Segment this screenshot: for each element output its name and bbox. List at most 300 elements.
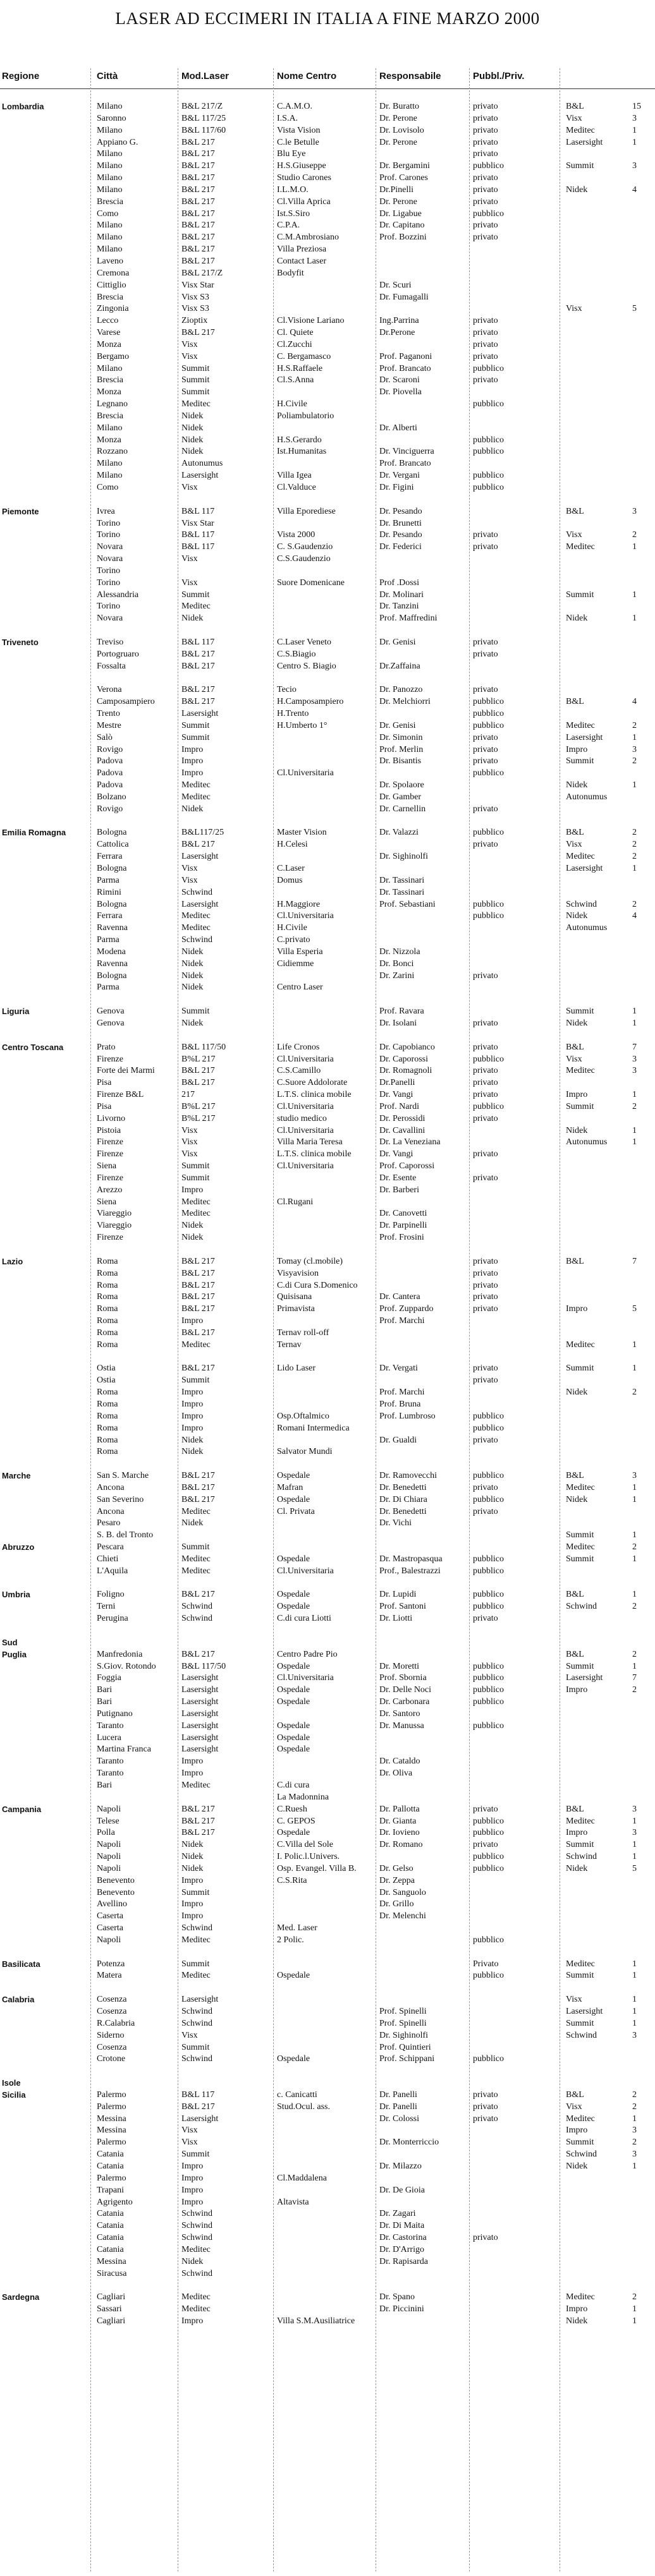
cell-mod-laser: Meditec bbox=[181, 1506, 211, 1516]
cell-mod-laser: Impro bbox=[181, 1411, 204, 1421]
cell-pubbl-priv: privato bbox=[473, 149, 498, 159]
cell-pubbl-priv: pubblico bbox=[473, 483, 504, 492]
table-row bbox=[0, 2161, 655, 2173]
cell-responsabile: Dr. Cataldo bbox=[379, 1757, 420, 1767]
cell-summary-model: Summit bbox=[566, 1840, 594, 1850]
cell-summary-count: 1 bbox=[632, 864, 637, 873]
table-row bbox=[0, 673, 655, 685]
cell-summary-model: Visx bbox=[566, 2101, 582, 2112]
cell-nome-centro: C.A.M.O. bbox=[277, 102, 313, 111]
cell-nome-centro: Cl.Universitaria bbox=[277, 1125, 334, 1135]
cell-citta: Palermo bbox=[97, 2173, 126, 2183]
cell-mod-laser: Lasersight bbox=[181, 852, 219, 862]
cell-nome-centro: Tecio bbox=[277, 685, 297, 695]
cell-nome-centro: C.Villa del Sole bbox=[277, 1840, 333, 1850]
cell-responsabile: Dr. Genisi bbox=[379, 720, 416, 730]
table-row bbox=[0, 423, 655, 435]
cell-summary-model: Summit bbox=[566, 2018, 594, 2028]
cell-mod-laser: Meditec bbox=[181, 2244, 211, 2254]
table-row bbox=[0, 1518, 655, 1530]
cell-pubbl-priv: privato bbox=[473, 2113, 498, 2124]
table-row bbox=[0, 1696, 655, 1708]
cell-summary-count: 5 bbox=[632, 304, 637, 314]
cell-summary-count: 1 bbox=[632, 137, 637, 147]
cell-citta: Ostia bbox=[97, 1364, 116, 1374]
cell-citta: Milano bbox=[97, 221, 123, 231]
cell-citta: Telese bbox=[97, 1816, 119, 1826]
cell-responsabile: Dr. Zeppa bbox=[379, 1875, 415, 1885]
table-row bbox=[0, 1101, 655, 1113]
cell-responsabile: Prof. Sbornia bbox=[379, 1673, 427, 1683]
cell-pubbl-priv: privato bbox=[473, 1280, 498, 1290]
cell-pubbl-priv: pubblico bbox=[473, 1471, 504, 1481]
table-row bbox=[0, 1125, 655, 1137]
cell-mod-laser: Schwind bbox=[181, 2268, 212, 2278]
cell-regione: Lombardia bbox=[2, 102, 44, 111]
table-row bbox=[0, 1411, 655, 1423]
cell-mod-laser: Lasersight bbox=[181, 709, 219, 719]
cell-summary-count: 4 bbox=[632, 911, 637, 921]
table-row bbox=[0, 1375, 655, 1387]
cell-citta: Manfredonia bbox=[97, 1649, 143, 1659]
cell-regione: Isole bbox=[2, 2078, 21, 2088]
table-row bbox=[0, 732, 655, 744]
cell-mod-laser: Meditec bbox=[181, 1935, 211, 1945]
cell-citta: Chieti bbox=[97, 1554, 119, 1564]
cell-mod-laser: Meditec bbox=[181, 780, 211, 790]
cell-summary-model: Summit bbox=[566, 756, 594, 766]
cell-citta: Torino bbox=[97, 577, 121, 588]
cell-mod-laser: B%L 217 bbox=[181, 1113, 216, 1123]
cell-summary-model: Meditec bbox=[566, 1816, 595, 1826]
cell-pubbl-priv: privato bbox=[473, 649, 498, 659]
cell-nome-centro: Contact Laser bbox=[277, 256, 327, 266]
cell-responsabile: Dr. Grillo bbox=[379, 1899, 414, 1909]
cell-summary-count: 1 bbox=[632, 1852, 637, 1862]
cell-mod-laser: Nidek bbox=[181, 1233, 204, 1243]
cell-pubbl-priv: pubblico bbox=[473, 209, 504, 219]
cell-responsabile: Dr. Pesando bbox=[379, 506, 422, 516]
cell-citta: Palermo bbox=[97, 2138, 126, 2148]
cell-mod-laser: Lasersight bbox=[181, 899, 219, 909]
cell-summary-model: Nidek bbox=[566, 780, 588, 790]
cell-responsabile: Dr. Perone bbox=[379, 197, 417, 207]
cell-summary-count: 2 bbox=[632, 840, 637, 850]
cell-mod-laser: B&L 217 bbox=[181, 697, 215, 707]
table-row bbox=[0, 1613, 655, 1625]
cell-nome-centro: Cl.Universitaria bbox=[277, 911, 334, 921]
cell-responsabile: Dr. Genisi bbox=[379, 637, 416, 647]
table-row bbox=[0, 1994, 655, 2006]
page-title: LASER AD ECCIMERI IN ITALIA A FINE MARZO 2000 bbox=[115, 9, 540, 28]
cell-pubbl-priv: privato bbox=[473, 375, 498, 385]
table-row bbox=[0, 2173, 655, 2185]
cell-responsabile: Dr. De Gioia bbox=[379, 2185, 425, 2195]
cell-summary-model: Visx bbox=[566, 304, 582, 314]
cell-regione: Sicilia bbox=[2, 2089, 26, 2100]
cell-mod-laser: Nidek bbox=[181, 971, 204, 981]
table-row bbox=[0, 375, 655, 387]
table-row bbox=[0, 315, 655, 327]
table-row bbox=[0, 518, 655, 530]
table-row bbox=[0, 922, 655, 934]
cell-responsabile: Dr.Panelli bbox=[379, 1078, 415, 1088]
cell-nome-centro: C.di cura bbox=[277, 1780, 310, 1790]
cell-citta: Polla bbox=[97, 1828, 115, 1838]
table-row bbox=[0, 684, 655, 696]
table-row bbox=[0, 1578, 655, 1590]
cell-citta: Ancona bbox=[97, 1506, 125, 1516]
cell-mod-laser: B&L 217 bbox=[181, 1078, 215, 1088]
cell-citta: Taranto bbox=[97, 1720, 124, 1731]
cell-mod-laser: B&L 117 bbox=[181, 530, 215, 540]
cell-citta: Torino bbox=[97, 565, 121, 576]
cell-mod-laser: Summit bbox=[181, 2150, 210, 2160]
cell-responsabile: Dr.Pinelli bbox=[379, 184, 414, 195]
cell-pubbl-priv: privato bbox=[473, 1482, 498, 1492]
cell-summary-count: 1 bbox=[632, 1007, 637, 1017]
cell-responsabile: Dr. Barberi bbox=[379, 1185, 419, 1195]
cell-mod-laser: B&L 117/50 bbox=[181, 1042, 226, 1052]
cell-citta: Catania bbox=[97, 2244, 124, 2254]
cell-summary-count: 1 bbox=[632, 1661, 637, 1671]
table-row bbox=[0, 1542, 655, 1554]
cell-citta: Fossalta bbox=[97, 661, 126, 671]
cell-nome-centro: Ospedale bbox=[277, 1697, 310, 1707]
table-row bbox=[0, 1173, 655, 1185]
cell-summary-model: Nidek bbox=[566, 2316, 588, 2326]
cell-mod-laser: Summit bbox=[181, 1542, 210, 1552]
cell-summary-model: B&L bbox=[566, 1649, 584, 1659]
table-row bbox=[0, 1589, 655, 1601]
header-pubbl-priv: Pubbl./Priv. bbox=[473, 71, 525, 82]
cell-mod-laser: B&L 117 bbox=[181, 2089, 215, 2100]
cell-nome-centro: Romani Intermedica bbox=[277, 1423, 350, 1433]
cell-summary-model: Impro bbox=[566, 2304, 588, 2314]
cell-mod-laser: B&L 217 bbox=[181, 1816, 215, 1826]
cell-citta: Napoli bbox=[97, 1863, 121, 1873]
cell-nome-centro: Studio Carones bbox=[277, 173, 331, 183]
cell-responsabile: Prof. Frosini bbox=[379, 1233, 424, 1243]
cell-summary-model: Summit bbox=[566, 1971, 594, 1981]
cell-pubbl-priv: privato bbox=[473, 1268, 498, 1278]
cell-responsabile: Prof. Sebastiani bbox=[379, 899, 436, 909]
cell-nome-centro: Ospedale bbox=[277, 1471, 310, 1481]
cell-summary-count: 5 bbox=[632, 1304, 637, 1314]
table-row bbox=[0, 565, 655, 577]
cell-citta: Prato bbox=[97, 1042, 116, 1052]
cell-citta: Cosenza bbox=[97, 2007, 127, 2016]
cell-mod-laser: Visx bbox=[181, 351, 198, 361]
cell-citta: Arezzo bbox=[97, 1185, 123, 1195]
cell-citta: Appiano G. bbox=[97, 137, 138, 147]
cell-summary-count: 3 bbox=[632, 1828, 637, 1838]
cell-mod-laser: Visx bbox=[181, 554, 198, 564]
cell-summary-count: 3 bbox=[632, 506, 637, 516]
cell-citta: Rovigo bbox=[97, 804, 123, 814]
cell-nome-centro: Tomay (cl.mobile) bbox=[277, 1256, 343, 1266]
cell-pubbl-priv: privato bbox=[473, 233, 498, 243]
table-row bbox=[0, 1220, 655, 1232]
cell-pubbl-priv: pubblico bbox=[473, 899, 504, 909]
cell-mod-laser: B&L 217 bbox=[181, 1649, 215, 1659]
cell-summary-count: 1 bbox=[632, 590, 637, 600]
cell-summary-model: Nidek bbox=[566, 1125, 588, 1135]
cell-nome-centro: Villa Igea bbox=[277, 471, 312, 481]
table-row bbox=[0, 1232, 655, 1244]
table-row bbox=[0, 1185, 655, 1197]
cell-responsabile: Dr. Scaroni bbox=[379, 375, 420, 385]
cell-summary-model: Schwind bbox=[566, 2030, 597, 2040]
cell-summary-model: Autonumus bbox=[566, 923, 608, 933]
cell-mod-laser: Nidek bbox=[181, 1840, 204, 1850]
table-row bbox=[0, 792, 655, 804]
table-row bbox=[0, 2077, 655, 2089]
table-row bbox=[0, 661, 655, 673]
cell-mod-laser: Summit bbox=[181, 720, 210, 730]
cell-summary-model: Schwind bbox=[566, 1602, 597, 1612]
cell-nome-centro: Ternav roll-off bbox=[277, 1327, 329, 1338]
cell-citta: Camposampiero bbox=[97, 697, 155, 707]
cell-citta: Padova bbox=[97, 768, 123, 778]
cell-citta: S.Giov. Rotondo bbox=[97, 1661, 156, 1671]
cell-pubbl-priv: privato bbox=[473, 1292, 498, 1302]
cell-mod-laser: B&L 217 bbox=[181, 1482, 215, 1492]
table-row bbox=[0, 720, 655, 732]
cell-summary-count: 3 bbox=[632, 2030, 637, 2040]
cell-summary-count: 1 bbox=[632, 1971, 637, 1981]
cell-responsabile: Prof .Dossi bbox=[379, 577, 420, 588]
cell-mod-laser: Meditec bbox=[181, 1197, 211, 1207]
cell-responsabile: Dr. Gelso bbox=[379, 1863, 413, 1873]
cell-mod-laser: Visx Star bbox=[181, 518, 214, 528]
table-row bbox=[0, 1197, 655, 1209]
cell-mod-laser: B&L 217 bbox=[181, 1364, 215, 1374]
cell-citta: Monza bbox=[97, 387, 121, 397]
cell-summary-model: B&L bbox=[566, 1590, 584, 1600]
cell-mod-laser: Meditec bbox=[181, 1566, 211, 1576]
cell-pubbl-priv: privato bbox=[473, 137, 498, 147]
table-row bbox=[0, 768, 655, 780]
cell-pubbl-priv: pubblico bbox=[473, 1554, 504, 1564]
cell-summary-model: Nidek bbox=[566, 1494, 588, 1504]
table-row bbox=[0, 363, 655, 375]
cell-summary-model: Lasersight bbox=[566, 1673, 603, 1683]
cell-summary-model: Impro bbox=[566, 1685, 588, 1695]
cell-citta: Como bbox=[97, 209, 119, 219]
cell-regione: Piemonte bbox=[2, 506, 39, 516]
cell-citta: Bari bbox=[97, 1780, 113, 1790]
cell-mod-laser: B&L 217 bbox=[181, 1280, 215, 1290]
cell-pubbl-priv: privato bbox=[473, 184, 498, 195]
table-row bbox=[0, 1720, 655, 1732]
cell-mod-laser: B&L 217 bbox=[181, 137, 215, 147]
cell-pubbl-priv: privato bbox=[473, 1090, 498, 1100]
cell-responsabile: Dr. Gamber bbox=[379, 792, 422, 802]
cell-responsabile: Dr. Perone bbox=[379, 113, 417, 123]
cell-responsabile: Ing.Parrina bbox=[379, 316, 419, 326]
cell-mod-laser: Summit bbox=[181, 1173, 210, 1183]
cell-pubbl-priv: privato bbox=[473, 1066, 498, 1076]
cell-summary-count: 2 bbox=[632, 899, 637, 909]
cell-pubbl-priv: privato bbox=[473, 1506, 498, 1516]
cell-citta: Messina bbox=[97, 2126, 126, 2136]
cell-nome-centro: Ospedale bbox=[277, 1685, 310, 1695]
cell-summary-model: Visx bbox=[566, 840, 582, 850]
cell-responsabile: Dr. Ligabue bbox=[379, 209, 422, 219]
cell-summary-model: Impro bbox=[566, 744, 588, 754]
cell-citta: Forte dei Marmi bbox=[97, 1066, 155, 1076]
cell-citta: Milano bbox=[97, 184, 123, 195]
cell-mod-laser: Visx bbox=[181, 864, 198, 873]
cell-mod-laser: Summit bbox=[181, 375, 210, 385]
cell-summary-model: Impro bbox=[566, 1090, 588, 1100]
cell-mod-laser: B&L 117 bbox=[181, 506, 215, 516]
table-row bbox=[0, 1839, 655, 1851]
cell-mod-laser: Visx S3 bbox=[181, 292, 209, 302]
cell-summary-model: Visx bbox=[566, 113, 582, 123]
table-row bbox=[0, 910, 655, 922]
cell-nome-centro: Centro S. Biagio bbox=[277, 661, 336, 671]
table-row bbox=[0, 101, 655, 113]
table-row bbox=[0, 625, 655, 637]
cell-mod-laser: B&L 117 bbox=[181, 637, 215, 647]
cell-responsabile: Dr. Mastropasqua bbox=[379, 1554, 443, 1564]
table-row bbox=[0, 875, 655, 887]
cell-mod-laser: Meditec bbox=[181, 602, 211, 612]
cell-summary-count: 4 bbox=[632, 697, 637, 707]
table-row bbox=[0, 994, 655, 1006]
cell-responsabile: Prof. Schippani bbox=[379, 2054, 435, 2064]
cell-pubbl-priv: privato bbox=[473, 197, 498, 207]
cell-citta: Novara bbox=[97, 542, 123, 552]
cell-citta: Bari bbox=[97, 1685, 113, 1695]
cell-summary-model: B&L bbox=[566, 1804, 584, 1814]
table-row bbox=[0, 1744, 655, 1756]
cell-responsabile: Dr. Gianta bbox=[379, 1816, 417, 1826]
cell-summary-count: 1 bbox=[632, 614, 637, 624]
cell-mod-laser: Schwind bbox=[181, 1614, 212, 1624]
cell-pubbl-priv: privato bbox=[473, 2101, 498, 2112]
cell-pubbl-priv: pubblico bbox=[473, 828, 504, 838]
cell-nome-centro: C.le Betulle bbox=[277, 137, 319, 147]
cell-citta: Rovigo bbox=[97, 744, 123, 754]
cell-responsabile: Prof. Lumbroso bbox=[379, 1411, 436, 1421]
cell-citta: Ravenna bbox=[97, 923, 128, 933]
cell-nome-centro: C.privato bbox=[277, 935, 310, 945]
cell-mod-laser: Impro bbox=[181, 2161, 204, 2171]
cell-summary-model: Impro bbox=[566, 1304, 588, 1314]
cell-pubbl-priv: pubblico bbox=[473, 1816, 504, 1826]
cell-citta: Parma bbox=[97, 983, 119, 993]
cell-nome-centro: H.Trento bbox=[277, 709, 309, 719]
cell-responsabile: Dr. Piovella bbox=[379, 387, 422, 397]
cell-citta: Milano bbox=[97, 102, 123, 111]
cell-nome-centro: Ospedale bbox=[277, 2054, 310, 2064]
cell-mod-laser: B&L 217 bbox=[181, 1268, 215, 1278]
table-row bbox=[0, 1030, 655, 1042]
table-row bbox=[0, 2125, 655, 2137]
cell-citta: Napoli bbox=[97, 1852, 121, 1862]
cell-mod-laser: Nidek bbox=[181, 1518, 204, 1528]
table-row bbox=[0, 2280, 655, 2292]
table-row bbox=[0, 1137, 655, 1149]
cell-responsabile: Dr. Iovieno bbox=[379, 1828, 420, 1838]
cell-mod-laser: Visx bbox=[181, 2126, 198, 2136]
cell-citta: Brescia bbox=[97, 411, 123, 421]
cell-mod-laser: Schwind bbox=[181, 887, 212, 897]
cell-mod-laser: Lasersight bbox=[181, 471, 219, 481]
cell-responsabile: Dr. Romagnoli bbox=[379, 1066, 432, 1076]
cell-regione: Sardegna bbox=[2, 2292, 40, 2302]
cell-summary-model: Impro bbox=[566, 1828, 588, 1838]
cell-mod-laser: B&L 117 bbox=[181, 542, 215, 552]
cell-responsabile: Dr. Panozzo bbox=[379, 685, 423, 695]
cell-citta: Firenze B&L bbox=[97, 1090, 144, 1100]
cell-responsabile: Dr. Scuri bbox=[379, 280, 412, 290]
cell-nome-centro: Ospedale bbox=[277, 1828, 310, 1838]
cell-nome-centro: Stud.Ocul. ass. bbox=[277, 2101, 330, 2112]
cell-mod-laser: Visx bbox=[181, 875, 198, 885]
table-row bbox=[0, 1161, 655, 1173]
cell-responsabile: Prof. Paganoni bbox=[379, 351, 432, 361]
cell-responsabile: Prof. Brancato bbox=[379, 363, 431, 373]
cell-nome-centro: Ospedale bbox=[277, 1720, 310, 1731]
cell-mod-laser: Impro bbox=[181, 1757, 204, 1767]
table-row bbox=[0, 1672, 655, 1684]
table-row bbox=[0, 1042, 655, 1054]
cell-summary-count: 1 bbox=[632, 1482, 637, 1492]
cell-mod-laser: B&L 217/Z bbox=[181, 102, 223, 111]
cell-summary-model: Meditec bbox=[566, 852, 595, 862]
cell-nome-centro: Cl.Valduce bbox=[277, 483, 316, 492]
cell-summary-count: 1 bbox=[632, 1554, 637, 1564]
cell-responsabile: Dr. Vinciguerra bbox=[379, 447, 434, 457]
cell-responsabile: Dr. Benedetti bbox=[379, 1506, 427, 1516]
cell-summary-count: 2 bbox=[632, 2101, 637, 2112]
cell-responsabile: Prof. Ravara bbox=[379, 1007, 424, 1017]
cell-pubbl-priv: privato bbox=[473, 530, 498, 540]
table-row bbox=[0, 899, 655, 911]
cell-summary-model: Nidek bbox=[566, 614, 588, 624]
cell-mod-laser: Visx bbox=[181, 483, 198, 492]
table-row bbox=[0, 1625, 655, 1637]
table-row bbox=[0, 1982, 655, 1994]
cell-pubbl-priv: privato bbox=[473, 542, 498, 552]
cell-citta: Brescia bbox=[97, 375, 123, 385]
table-row bbox=[0, 1291, 655, 1303]
cell-citta: Bologna bbox=[97, 864, 127, 873]
cell-responsabile: Dr.Perone bbox=[379, 328, 415, 338]
cell-responsabile: Dr. Bisantis bbox=[379, 756, 422, 766]
cell-mod-laser: Summit bbox=[181, 2042, 210, 2052]
table-header bbox=[0, 71, 655, 88]
cell-mod-laser: Meditec bbox=[181, 2292, 211, 2302]
cell-pubbl-priv: privato bbox=[473, 1042, 498, 1052]
cell-responsabile: Dr. Lovisolo bbox=[379, 125, 424, 135]
cell-responsabile: Prof. Merlin bbox=[379, 744, 424, 754]
cell-mod-laser: Impro bbox=[181, 756, 204, 766]
cell-responsabile: Dr. Castorina bbox=[379, 2233, 427, 2243]
cell-citta: Sassari bbox=[97, 2304, 122, 2314]
cell-citta: Avellino bbox=[97, 1899, 127, 1909]
cell-citta: Genova bbox=[97, 1007, 125, 1017]
cell-regione: Emilia Romagna bbox=[2, 828, 66, 838]
header-divider bbox=[0, 88, 655, 89]
cell-summary-count: 2 bbox=[632, 2138, 637, 2148]
cell-pubbl-priv: pubblico bbox=[473, 161, 504, 171]
cell-nome-centro: c. Canicatti bbox=[277, 2089, 317, 2100]
